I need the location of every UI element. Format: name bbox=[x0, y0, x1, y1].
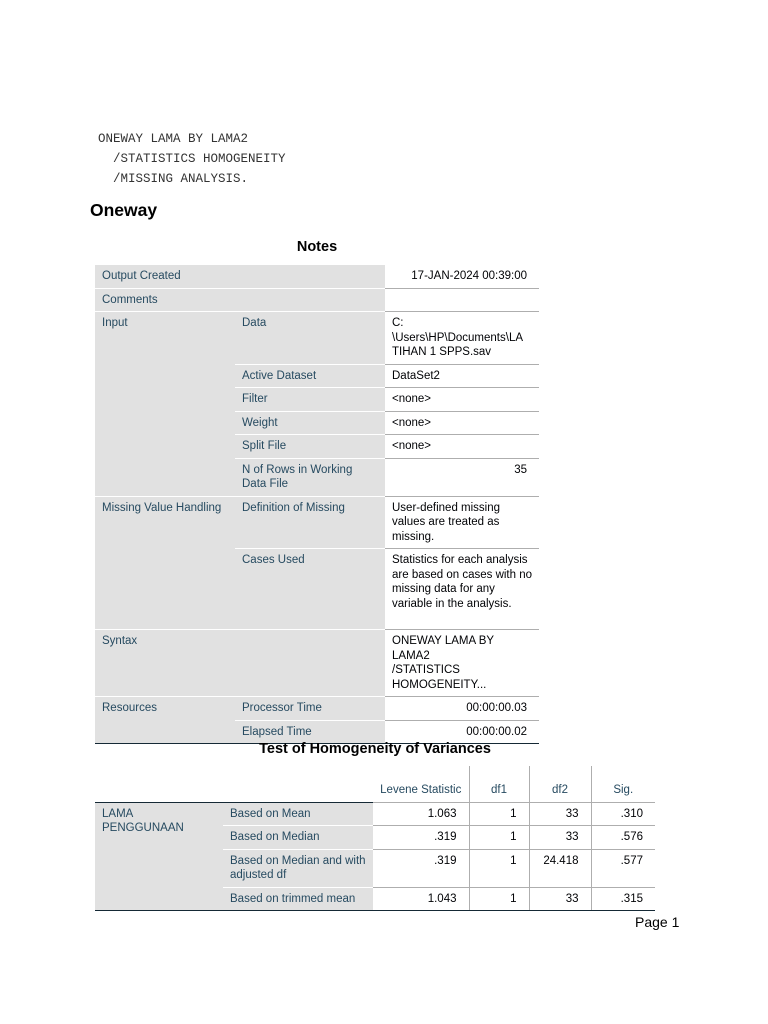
syntax-block bbox=[98, 129, 286, 189]
page-number: Page 1 bbox=[635, 914, 680, 930]
row-label: Based on Mean bbox=[223, 802, 373, 826]
cell-value: User-defined missing values are treated as missing. bbox=[385, 496, 539, 549]
cell-value: Statistics for each analysis are based on cases with no missing data for any variable in the analysis. bbox=[385, 549, 539, 630]
syntax-line: /STATISTICS HOMOGENEITY bbox=[98, 152, 286, 166]
variable-label: LAMA PENGGUNAAN bbox=[95, 802, 223, 911]
column-header: Sig. bbox=[591, 766, 655, 802]
cell-value: .310 bbox=[591, 802, 655, 826]
cell-value: 1 bbox=[469, 849, 529, 887]
column-header: Levene Statistic bbox=[373, 766, 469, 802]
cell-value: 17-JAN-2024 00:39:00 bbox=[385, 265, 539, 288]
cell-value: 00:00:00.03 bbox=[385, 697, 539, 721]
cell-value: 00:00:00.02 bbox=[385, 720, 539, 744]
cell-value: DataSet2 bbox=[385, 364, 539, 388]
cell-value: <none> bbox=[385, 388, 539, 412]
header-row bbox=[95, 766, 655, 802]
row-label: Based on Median bbox=[223, 826, 373, 850]
cell-value: .315 bbox=[591, 887, 655, 911]
table-row bbox=[95, 697, 539, 721]
syntax-line: ONEWAY LAMA BY LAMA2 bbox=[98, 132, 249, 146]
cell-value: C: \Users\HP\Documents\LA TIHAN 1 SPPS.sav bbox=[385, 312, 539, 365]
row-label: Data bbox=[235, 312, 385, 365]
group-label: Input bbox=[95, 312, 235, 497]
row-label: Elapsed Time bbox=[235, 720, 385, 744]
cell-value: .576 bbox=[591, 826, 655, 850]
table-row bbox=[95, 630, 539, 697]
cell-value: 1 bbox=[469, 802, 529, 826]
row-label: Based on Median and with adjusted df bbox=[223, 849, 373, 887]
group-label: Missing Value Handling bbox=[95, 496, 235, 630]
cell-value: 24.418 bbox=[529, 849, 591, 887]
row-label: Cases Used bbox=[235, 549, 385, 630]
cell-value: ONEWAY LAMA BY LAMA2 /STATISTICS HOMOGENEITY... bbox=[385, 630, 539, 697]
row-label: Processor Time bbox=[235, 697, 385, 721]
group-label: Resources bbox=[95, 697, 235, 744]
column-header: df1 bbox=[469, 766, 529, 802]
cell-value bbox=[385, 288, 539, 312]
row-label: Output Created bbox=[95, 265, 385, 288]
row-label: Weight bbox=[235, 411, 385, 435]
column-header: df2 bbox=[529, 766, 591, 802]
row-label: Based on trimmed mean bbox=[223, 887, 373, 911]
table-row bbox=[95, 802, 655, 826]
notes-title: Notes bbox=[296, 239, 338, 255]
cell-value: 33 bbox=[529, 887, 591, 911]
table-row bbox=[95, 312, 539, 365]
notes-table bbox=[95, 265, 539, 744]
row-label: N of Rows in Working Data File bbox=[235, 458, 385, 496]
row-label: Filter bbox=[235, 388, 385, 412]
row-label: Definition of Missing bbox=[235, 496, 385, 549]
cell-value: 35 bbox=[385, 458, 539, 496]
levene-title: Test of Homogeneity of Variances bbox=[259, 741, 491, 757]
cell-value: 33 bbox=[529, 802, 591, 826]
table-row bbox=[95, 288, 539, 312]
cell-value: 1 bbox=[469, 887, 529, 911]
cell-value: 1.043 bbox=[373, 887, 469, 911]
cell-value: .319 bbox=[373, 826, 469, 850]
cell-value: .577 bbox=[591, 849, 655, 887]
row-label: Syntax bbox=[95, 630, 385, 697]
cell-value: 1 bbox=[469, 826, 529, 850]
cell-value: 1.063 bbox=[373, 802, 469, 826]
row-label: Split File bbox=[235, 435, 385, 459]
cell-value: <none> bbox=[385, 411, 539, 435]
syntax-line: /MISSING ANALYSIS. bbox=[98, 172, 249, 186]
cell-value: <none> bbox=[385, 435, 539, 459]
levene-table bbox=[95, 766, 655, 911]
row-label: Comments bbox=[95, 288, 385, 312]
table-row bbox=[95, 496, 539, 549]
row-label: Active Dataset bbox=[235, 364, 385, 388]
procedure-heading: Oneway bbox=[90, 200, 158, 220]
header-spacer bbox=[95, 766, 373, 802]
cell-value: .319 bbox=[373, 849, 469, 887]
cell-value: 33 bbox=[529, 826, 591, 850]
table-row bbox=[95, 265, 539, 288]
